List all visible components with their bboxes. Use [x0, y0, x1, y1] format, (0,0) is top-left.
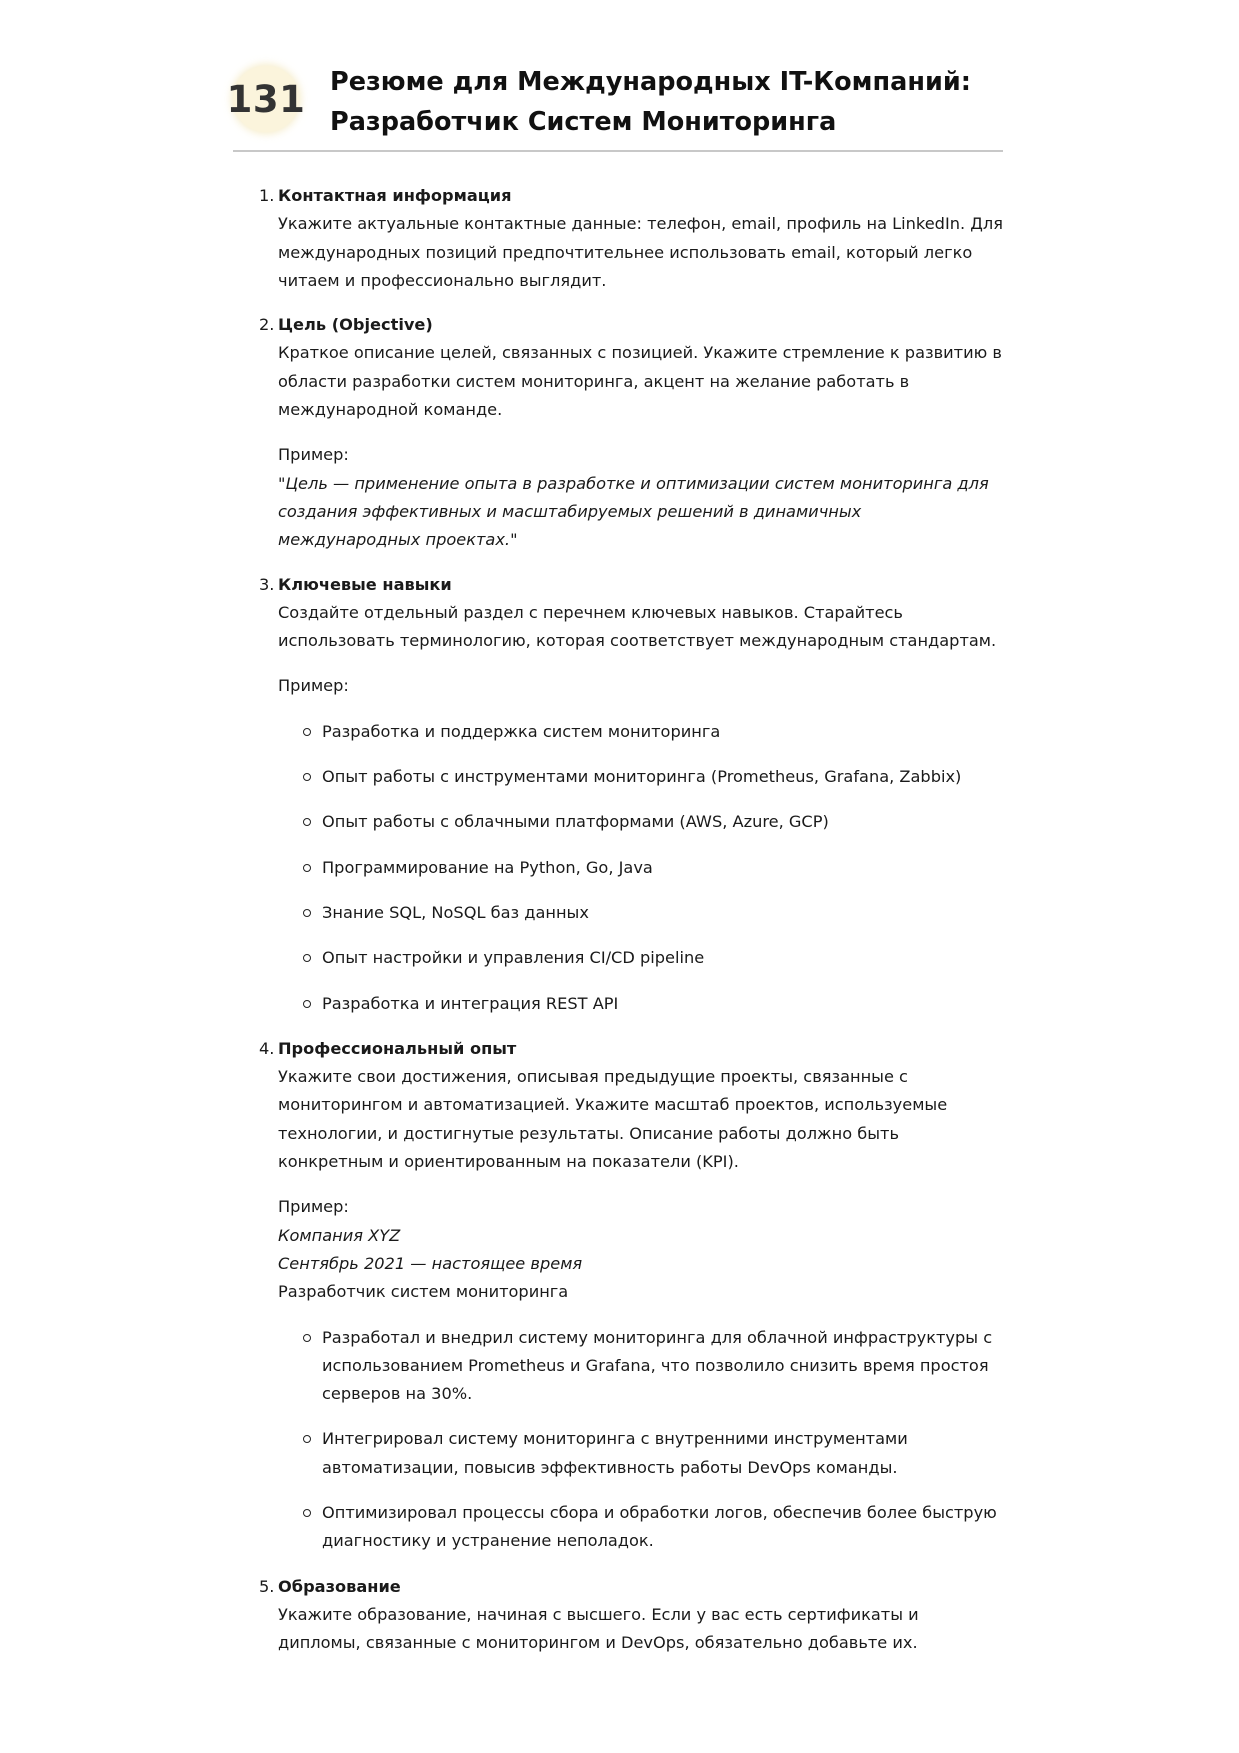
section-number: 3.: [259, 574, 275, 594]
example-label: Пример:: [278, 445, 349, 465]
circle-bullet-icon: [303, 864, 311, 872]
list-item: Интегрировал систему мониторинга с внутренними инструментами автоматизации, повысив эффективность работы DevOps команды.: [278, 1425, 1003, 1482]
page-header: [226, 56, 1003, 152]
example-quote: "Цель — применение опыта в разработке и оптимизации систем мониторинга для создания эффективных и масштабируемых решений в динамичных международных проектах.": [278, 473, 989, 550]
section-title: Ключевые навыки: [278, 574, 452, 594]
sections-list: [233, 182, 1003, 1657]
page-title-line-1: Резюме для Международных IT-Компаний:: [330, 67, 971, 97]
section-experience: [233, 1035, 1003, 1556]
circle-bullet-icon: [303, 1000, 311, 1008]
section-text: Создайте отдельный раздел с перечнем ключевых навыков. Старайтесь использовать терминологию, которая соответствует международным стандартам.: [278, 602, 997, 651]
circle-bullet-icon: [303, 728, 311, 736]
circle-bullet-icon: [303, 1334, 311, 1342]
circle-bullet-icon: [303, 954, 311, 962]
section-objective: [233, 311, 1003, 554]
section-title: Контактная информация: [278, 186, 512, 205]
skills-list: [278, 718, 1003, 1018]
page-title: [330, 62, 971, 142]
list-item: Опыт работы с инструментами мониторинга (Prometheus, Grafana, Zabbix): [278, 763, 1003, 791]
list-item: Разработка и интеграция REST API: [278, 990, 1003, 1018]
section-education: [233, 1573, 1003, 1658]
list-item: Оптимизировал процессы сбора и обработки логов, обеспечив более быструю диагностику и устранение неполадок.: [278, 1499, 1003, 1556]
section-title: Образование: [278, 1576, 401, 1596]
job-role: Разработчик систем мониторинга: [278, 1282, 569, 1302]
list-item: Программирование на Python, Go, Java: [278, 854, 1003, 882]
section-text: Укажите актуальные контактные данные: телефон, email, профиль на LinkedIn. Для международных позиций предпочтительнее использовать email, который легко читаем и профессионально выглядит.: [278, 214, 1003, 290]
document-page: [226, 56, 1003, 1673]
example-label: Пример:: [278, 1197, 349, 1217]
circle-bullet-icon: [303, 1509, 311, 1517]
achievements-list: [278, 1324, 1003, 1556]
section-key-skills: [233, 571, 1003, 1018]
section-text: Укажите свои достижения, описывая предыдущие проекты, связанные с мониторингом и автоматизацией. Укажите масштаб проектов, используемые технологии, и достигнутые результаты. Описание работы должно быть конкретным и ориентированным на показатели (KPI).: [278, 1067, 948, 1172]
section-title: Цель (Objective): [278, 315, 433, 335]
circle-bullet-icon: [303, 773, 311, 781]
section-text: Укажите образование, начиная с высшего. Если у вас есть сертификаты и дипломы, связанные с мониторингом и DevOps, обязательно добавьте их.: [278, 1604, 919, 1653]
list-item: Знание SQL, NoSQL баз данных: [278, 899, 1003, 927]
circle-bullet-icon: [303, 1435, 311, 1443]
section-number: 5.: [259, 1576, 275, 1596]
section-number: 2.: [259, 315, 275, 335]
company-name: Компания XYZ: [278, 1225, 401, 1245]
page-number-badge: 131: [233, 66, 299, 132]
circle-bullet-icon: [303, 909, 311, 917]
example-label: Пример:: [278, 676, 349, 696]
circle-bullet-icon: [303, 818, 311, 826]
list-item: Разработка и поддержка систем мониторинга: [278, 718, 1003, 746]
list-item: Опыт работы с облачными платформами (AWS, Azure, GCP): [278, 808, 1003, 836]
employment-period: Сентябрь 2021 — настоящее время: [278, 1253, 583, 1273]
list-item: Опыт настройки и управления CI/CD pipeline: [278, 944, 1003, 972]
section-number: 4.: [259, 1038, 275, 1058]
section-number: 1.: [259, 186, 275, 205]
section-text: Краткое описание целей, связанных с позицией. Укажите стремление к развитию в области разработки систем мониторинга, акцент на желание работать в международной команде.: [278, 343, 1002, 420]
section-title: Профессиональный опыт: [278, 1038, 517, 1058]
list-item: Разработал и внедрил систему мониторинга для облачной инфраструктуры с использованием Prometheus и Grafana, что позволило снизить время простоя серверов на 30%.: [278, 1324, 1003, 1409]
section-contact-info: [233, 182, 1003, 295]
page-title-line-2: Разработчик Систем Мониторинга: [330, 107, 837, 137]
